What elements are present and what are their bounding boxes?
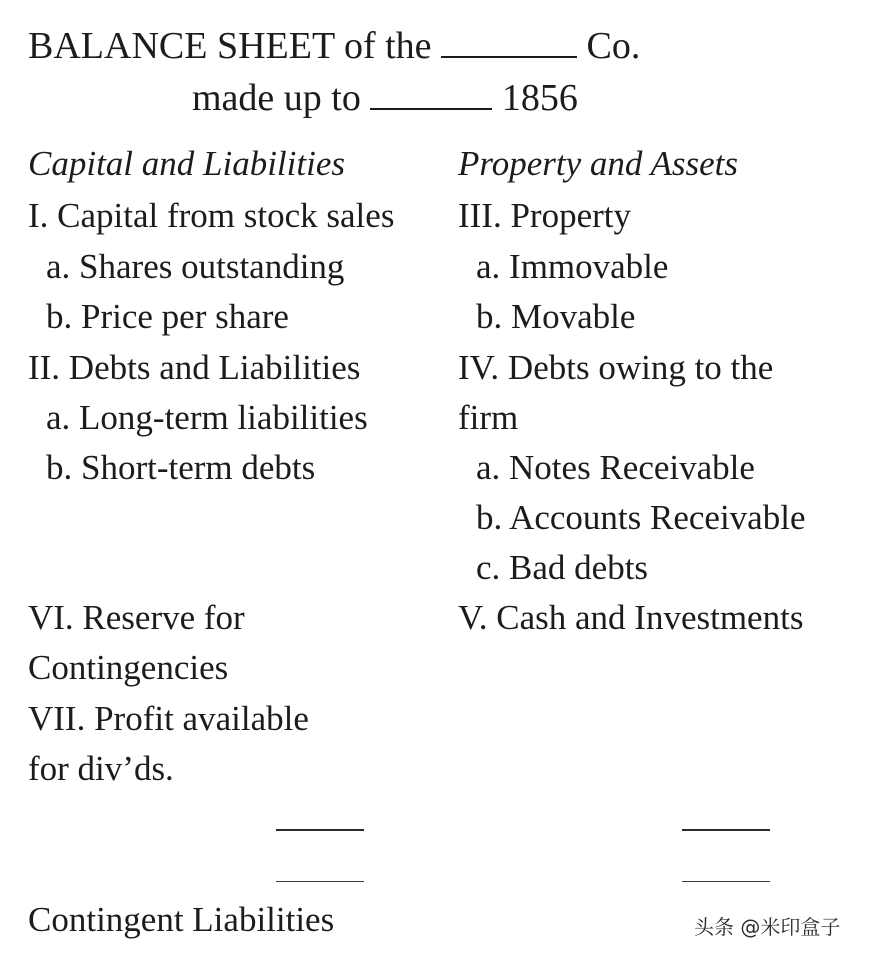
subtitle-prefix: made up to bbox=[192, 77, 361, 119]
right-item-immovable: a. Immovable bbox=[476, 247, 669, 286]
left-item-price: b. Price per share bbox=[46, 297, 289, 336]
right-column-heading: Property and Assets bbox=[458, 144, 738, 183]
contingent-liabilities: Contingent Liabilities bbox=[28, 900, 335, 939]
sheet-title bbox=[28, 27, 640, 65]
subtitle-year: 1856 bbox=[501, 77, 578, 119]
right-item-cash: V. Cash and Investments bbox=[458, 598, 804, 637]
left-item-shares: a. Shares outstanding bbox=[46, 247, 345, 286]
right-item-accounts: b. Accounts Receivable bbox=[476, 498, 806, 537]
date-blank bbox=[370, 107, 492, 110]
left-item-reserve: VI. Reserve for bbox=[28, 598, 245, 637]
left-item-long-term: a. Long-term liabilities bbox=[46, 398, 368, 437]
left-item-profit: VII. Profit available bbox=[28, 699, 309, 738]
sheet-subtitle bbox=[192, 79, 578, 117]
right-total-rule bbox=[682, 829, 770, 831]
left-grand-total-rule bbox=[276, 881, 364, 882]
right-item-movable: b. Movable bbox=[476, 297, 636, 336]
left-column-heading: Capital and Liabilities bbox=[28, 144, 345, 183]
right-item-property: III. Property bbox=[458, 196, 632, 235]
watermark-text: 头条 @米印盒子 bbox=[694, 915, 841, 939]
left-item-contingencies: Contingencies bbox=[28, 648, 229, 687]
left-item-dividends: for div’ds. bbox=[28, 749, 174, 788]
company-name-blank bbox=[441, 55, 577, 58]
right-item-debts-owing: IV. Debts owing to the bbox=[458, 348, 774, 387]
left-total-rule bbox=[276, 829, 364, 831]
left-item-capital: I. Capital from stock sales bbox=[28, 196, 395, 235]
left-item-debts: II. Debts and Liabilities bbox=[28, 348, 361, 387]
right-item-bad-debts: c. Bad debts bbox=[476, 548, 649, 587]
title-suffix: Co. bbox=[586, 25, 641, 67]
left-item-short-term: b. Short-term debts bbox=[46, 448, 316, 487]
right-item-notes: a. Notes Receivable bbox=[476, 448, 755, 487]
right-grand-total-rule bbox=[682, 881, 770, 882]
title-prefix: BALANCE SHEET of the bbox=[28, 25, 432, 67]
right-item-firm: firm bbox=[458, 398, 519, 437]
